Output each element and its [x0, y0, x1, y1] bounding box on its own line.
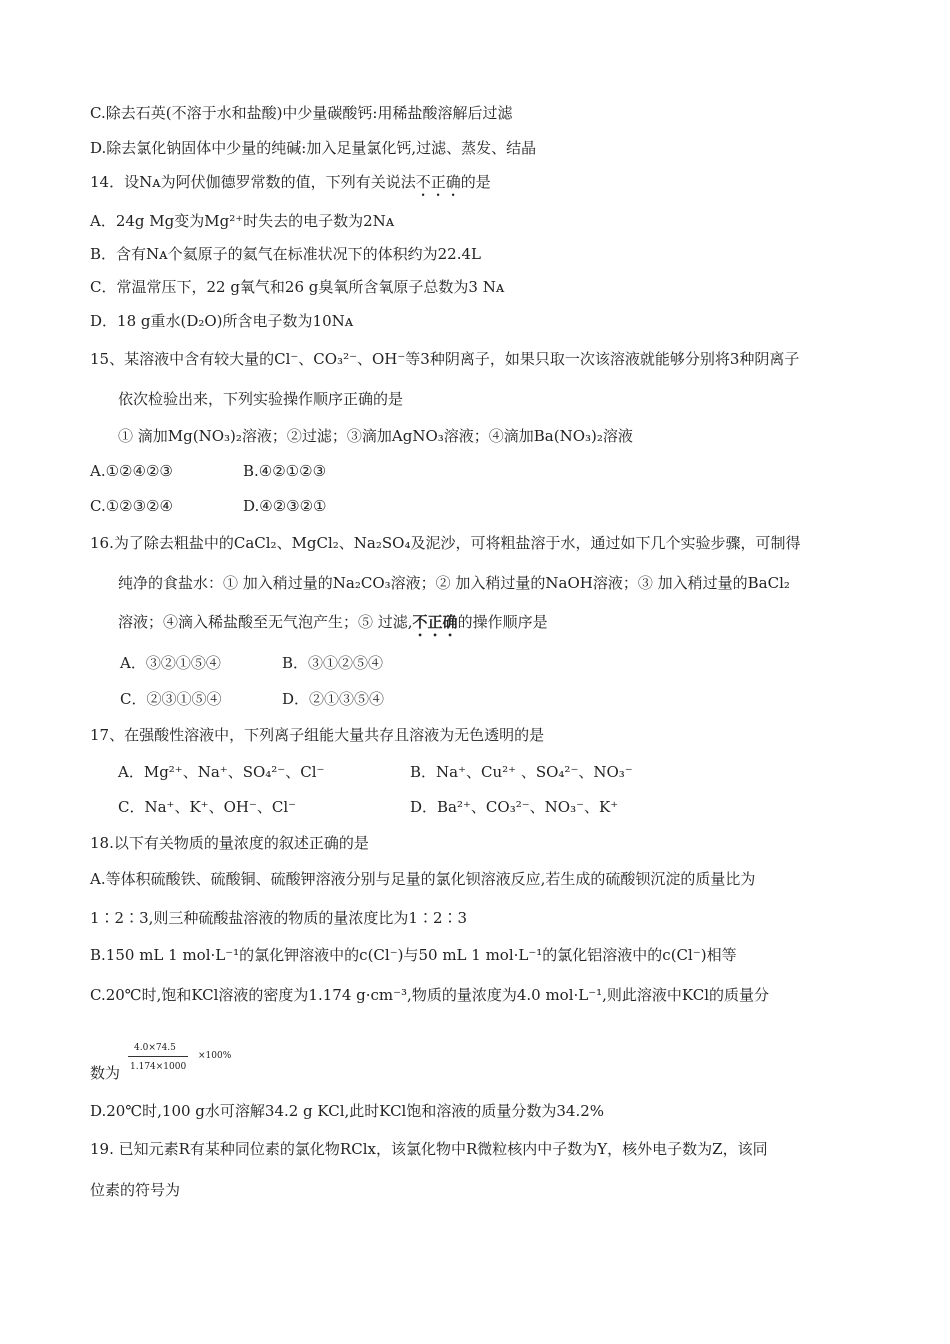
- q15-option-b: B.④②①②③: [243, 462, 327, 480]
- q17-option-c: C．Na⁺、K⁺、OH⁻、Cl⁻: [118, 798, 297, 816]
- q17-stem: 17、在强酸性溶液中，下列离子组能大量共存且溶液为无色透明的是: [90, 726, 545, 744]
- q17-option-d: D．Ba²⁺、CO₃²⁻、NO₃⁻、K⁺: [410, 798, 619, 816]
- q15-stem-line2: 依次检验出来，下列实验操作顺序正确的是: [118, 390, 404, 408]
- q16-option-d: D．②①③⑤④: [282, 690, 385, 708]
- q14-option-a: A．24g Mg变为Mg²⁺时失去的电子数为2Nᴀ: [90, 212, 395, 230]
- q15-steps: ① 滴加Mg(NO₃)₂溶液；②过滤；③滴加AgNO₃溶液；④滴加Ba(NO₃)₂溶液: [118, 427, 633, 445]
- q19-stem-line1: 19. 已知元素R有某种同位素的氯化物RClx，该氯化物中R微粒核内中子数为Y，核外电子数为Z，该同: [90, 1140, 768, 1158]
- fraction-numerator: 4.0×74.5: [134, 1043, 176, 1053]
- q18-option-c-line1: C.20℃时,饱和KCl溶液的密度为1.174 g·cm⁻³,物质的量浓度为4.0 mol·L⁻¹,则此溶液中KCl的质量分: [90, 986, 770, 1004]
- q15-stem-line1: 15、某溶液中含有较大量的Cl⁻、CO₃²⁻、OH⁻等3种阴离子，如果只取一次该溶液就能够分别将3种阴离子: [90, 350, 800, 368]
- q19-stem-line2: 位素的符号为: [90, 1181, 181, 1199]
- q14-emphasis: 不正确: [415, 173, 461, 191]
- q16-option-b: B．③①②⑤④: [282, 654, 384, 672]
- q17-option-b: B．Na⁺、Cu²⁺ 、SO₄²⁻、NO₃⁻: [410, 763, 633, 781]
- q14-option-b: B．含有Nᴀ个氦原子的氦气在标准状况下的体积约为22.4L: [90, 245, 481, 263]
- q18-stem: 18.以下有关物质的量浓度的叙述正确的是: [90, 834, 369, 852]
- q14-option-c: C．常温常压下，22 g氧气和26 g臭氧所含氧原子总数为3 Nᴀ: [90, 278, 505, 296]
- q16-stem-line1: 16.为了除去粗盐中的CaCl₂、MgCl₂、Na₂SO₄及泥沙，可将粗盐溶于水，通过如下几个实验步骤，可制得: [90, 534, 801, 552]
- q16-stem-line2: 纯净的食盐水：① 加入稍过量的Na₂CO₃溶液；② 加入稍过量的NaOH溶液；③ 加入稍过量的BaCl₂: [118, 574, 790, 592]
- q15-option-a: A.①②④②③: [90, 462, 173, 480]
- q16-stem3-tail: 的操作顺序是: [457, 613, 548, 631]
- q18-option-b: B.150 mL 1 mol·L⁻¹的氯化钾溶液中的c(Cl⁻)与50 mL 1 mol·L⁻¹的氯化铝溶液中的c(Cl⁻)相等: [90, 946, 737, 964]
- q14-stem-tail: 的是: [460, 173, 491, 191]
- q16-stem3-text: 溶液；④滴入稀盐酸至无气泡产生；⑤ 过滤,: [118, 613, 413, 631]
- q16-option-a: A．③②①⑤④: [120, 654, 221, 672]
- q13-option-d: D.除去氯化钠固体中少量的纯碱:加入足量氯化钙,过滤、蒸发、结晶: [90, 139, 537, 157]
- q15-option-d: D.④②③②①: [243, 497, 327, 515]
- q17-option-a: A．Mg²⁺、Na⁺、SO₄²⁻、Cl⁻: [118, 763, 325, 781]
- q18-option-a-line1: A.等体积硫酸铁、硫酸铜、硫酸钾溶液分别与足量的氯化钡溶液反应,若生成的硫酸钡沉淀的质量比为: [90, 870, 756, 888]
- q16-option-c: C．②③①⑤④: [120, 690, 222, 708]
- q18-option-d: D.20℃时,100 g水可溶解34.2 g KCl,此时KCl饱和溶液的质量分数为34.2%: [90, 1102, 605, 1120]
- q16-emphasis: 不正确: [412, 613, 458, 631]
- q13-option-c: C.除去石英(不溶于水和盐酸)中少量碳酸钙:用稀盐酸溶解后过滤: [90, 104, 513, 122]
- q18-option-a-line2: 1∶2∶3,则三种硫酸盐溶液的物质的量浓度比为1∶2∶3: [90, 909, 468, 927]
- q14-option-d: D．18 g重水(D₂O)所含电子数为10Nᴀ: [90, 312, 354, 330]
- fraction-denominator: 1.174×1000: [130, 1062, 187, 1072]
- q16-stem-line3: [118, 612, 548, 640]
- q14-stem: [90, 172, 491, 200]
- fraction-multiplier: ×100%: [198, 1051, 232, 1061]
- fraction-bar: [128, 1056, 188, 1057]
- q14-stem-text: 14．设Nᴀ为阿伏伽德罗常数的值，下列有关说法: [90, 173, 416, 191]
- q15-option-c: C.①②③②④: [90, 497, 173, 515]
- q18-option-c-line2: 数为: [90, 1064, 121, 1082]
